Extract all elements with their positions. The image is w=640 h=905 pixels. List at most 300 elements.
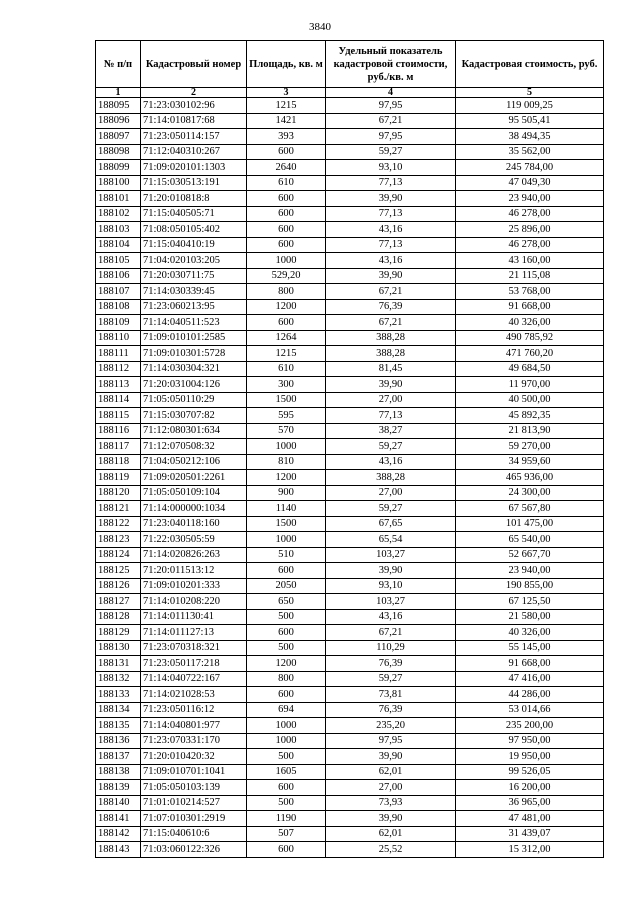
- cadastral-cost-cell: 40 326,00: [456, 315, 604, 331]
- table-row: [96, 749, 604, 765]
- row-number-cell: 188130: [96, 640, 141, 656]
- cadastral-number-cell: 71:14:030304:321: [141, 361, 247, 377]
- area-cell: 800: [247, 671, 326, 687]
- specific-value-cell: 43,16: [326, 454, 456, 470]
- cadastral-cost-cell: 101 475,00: [456, 516, 604, 532]
- cadastral-cost-cell: 47 416,00: [456, 671, 604, 687]
- table-row: [96, 671, 604, 687]
- column-number: 3: [247, 88, 326, 98]
- column-number-row: [96, 88, 604, 98]
- cadastral-number-cell: 71:12:040310:267: [141, 144, 247, 160]
- specific-value-cell: 76,39: [326, 702, 456, 718]
- cadastral-number-cell: 71:20:010818:8: [141, 191, 247, 207]
- table-row: [96, 656, 604, 672]
- cadastral-cost-cell: 36 965,00: [456, 795, 604, 811]
- table-row: [96, 501, 604, 517]
- row-number-cell: 188142: [96, 826, 141, 842]
- row-number-cell: 188134: [96, 702, 141, 718]
- cadastral-cost-cell: 21 580,00: [456, 609, 604, 625]
- cadastral-number-cell: 71:15:040505:71: [141, 206, 247, 222]
- cadastral-cost-cell: 19 950,00: [456, 749, 604, 765]
- specific-value-cell: 103,27: [326, 594, 456, 610]
- area-cell: 1200: [247, 299, 326, 315]
- area-cell: 1500: [247, 516, 326, 532]
- table-row: [96, 392, 604, 408]
- cadastral-cost-cell: 44 286,00: [456, 687, 604, 703]
- row-number-cell: 188111: [96, 346, 141, 362]
- cadastral-cost-cell: 21 115,08: [456, 268, 604, 284]
- specific-value-cell: 76,39: [326, 656, 456, 672]
- cadastral-cost-cell: 49 684,50: [456, 361, 604, 377]
- row-number-cell: 188128: [96, 609, 141, 625]
- row-number-cell: 188114: [96, 392, 141, 408]
- specific-value-cell: 43,16: [326, 222, 456, 238]
- area-cell: 1215: [247, 98, 326, 114]
- row-number-cell: 188102: [96, 206, 141, 222]
- table-row: [96, 377, 604, 393]
- cadastral-cost-cell: 99 526,05: [456, 764, 604, 780]
- row-number-cell: 188131: [96, 656, 141, 672]
- row-number-cell: 188118: [96, 454, 141, 470]
- area-cell: 1000: [247, 439, 326, 455]
- specific-value-cell: 39,90: [326, 268, 456, 284]
- specific-value-cell: 93,10: [326, 578, 456, 594]
- table-row: [96, 485, 604, 501]
- table-row: [96, 547, 604, 563]
- specific-value-cell: 39,90: [326, 811, 456, 827]
- area-cell: 600: [247, 687, 326, 703]
- cadastral-cost-cell: 245 784,00: [456, 160, 604, 176]
- cadastral-number-cell: 71:09:010301:5728: [141, 346, 247, 362]
- cadastral-cost-cell: 91 668,00: [456, 299, 604, 315]
- column-number: 4: [326, 88, 456, 98]
- specific-value-cell: 59,27: [326, 439, 456, 455]
- cadastral-number-cell: 71:20:011513:12: [141, 563, 247, 579]
- specific-value-cell: 97,95: [326, 98, 456, 114]
- area-cell: 600: [247, 315, 326, 331]
- area-cell: 500: [247, 640, 326, 656]
- row-number-cell: 188104: [96, 237, 141, 253]
- row-number-cell: 188106: [96, 268, 141, 284]
- table-row: [96, 609, 604, 625]
- specific-value-cell: 77,13: [326, 175, 456, 191]
- table-row: [96, 516, 604, 532]
- area-cell: 1421: [247, 113, 326, 129]
- table-row: [96, 687, 604, 703]
- row-number-cell: 188127: [96, 594, 141, 610]
- cadastral-number-cell: 71:15:040410:19: [141, 237, 247, 253]
- area-cell: 694: [247, 702, 326, 718]
- specific-value-cell: 110,29: [326, 640, 456, 656]
- row-number-cell: 188133: [96, 687, 141, 703]
- specific-value-cell: 67,21: [326, 113, 456, 129]
- table-row: [96, 299, 604, 315]
- row-number-cell: 188125: [96, 563, 141, 579]
- area-cell: 570: [247, 423, 326, 439]
- specific-value-cell: 388,28: [326, 346, 456, 362]
- specific-value-cell: 39,90: [326, 191, 456, 207]
- specific-value-cell: 97,95: [326, 733, 456, 749]
- table-row: [96, 780, 604, 796]
- table-header-row: [96, 41, 604, 88]
- row-number-cell: 188124: [96, 547, 141, 563]
- specific-value-cell: 73,93: [326, 795, 456, 811]
- row-number-cell: 188097: [96, 129, 141, 145]
- row-number-cell: 188140: [96, 795, 141, 811]
- table-row: [96, 408, 604, 424]
- row-number-cell: 188107: [96, 284, 141, 300]
- area-cell: 810: [247, 454, 326, 470]
- row-number-cell: 188135: [96, 718, 141, 734]
- specific-value-cell: 59,27: [326, 501, 456, 517]
- row-number-cell: 188120: [96, 485, 141, 501]
- table-row: [96, 129, 604, 145]
- area-cell: 600: [247, 625, 326, 641]
- row-number-cell: 188112: [96, 361, 141, 377]
- area-cell: 595: [247, 408, 326, 424]
- table-row: [96, 439, 604, 455]
- area-cell: 1000: [247, 733, 326, 749]
- cadastral-cost-cell: 35 562,00: [456, 144, 604, 160]
- row-number-cell: 188132: [96, 671, 141, 687]
- table-row: [96, 191, 604, 207]
- cadastral-number-cell: 71:09:010701:1041: [141, 764, 247, 780]
- cadastral-number-cell: 71:14:011127:13: [141, 625, 247, 641]
- table-row: [96, 578, 604, 594]
- page-number: 3840: [309, 21, 331, 33]
- cadastral-number-cell: 71:14:000000:1034: [141, 501, 247, 517]
- row-number-cell: 188096: [96, 113, 141, 129]
- cadastral-number-cell: 71:15:030707:82: [141, 408, 247, 424]
- cadastral-cost-cell: 490 785,92: [456, 330, 604, 346]
- cadastral-number-cell: 71:23:070318:321: [141, 640, 247, 656]
- area-cell: 600: [247, 237, 326, 253]
- cadastral-cost-cell: 46 278,00: [456, 206, 604, 222]
- cadastral-cost-cell: 67 567,80: [456, 501, 604, 517]
- row-number-cell: 188129: [96, 625, 141, 641]
- cadastral-cost-cell: 15 312,00: [456, 842, 604, 858]
- area-cell: 600: [247, 144, 326, 160]
- cadastral-cost-cell: 34 959,60: [456, 454, 604, 470]
- cadastral-cost-cell: 16 200,00: [456, 780, 604, 796]
- cadastral-number-cell: 71:14:010208:220: [141, 594, 247, 610]
- area-cell: 1000: [247, 532, 326, 548]
- cadastral-cost-cell: 40 326,00: [456, 625, 604, 641]
- area-cell: 1264: [247, 330, 326, 346]
- area-cell: 300: [247, 377, 326, 393]
- cadastral-cost-cell: 235 200,00: [456, 718, 604, 734]
- cadastral-number-cell: 71:07:010301:2919: [141, 811, 247, 827]
- cadastral-number-cell: 71:14:040722:167: [141, 671, 247, 687]
- cadastral-number-cell: 71:15:030513:191: [141, 175, 247, 191]
- table-row: [96, 237, 604, 253]
- cadastral-cost-cell: 65 540,00: [456, 532, 604, 548]
- specific-value-cell: 67,21: [326, 315, 456, 331]
- row-number-cell: 188122: [96, 516, 141, 532]
- specific-value-cell: 39,90: [326, 377, 456, 393]
- cadastral-number-cell: 71:20:031004:126: [141, 377, 247, 393]
- area-cell: 1190: [247, 811, 326, 827]
- cadastral-cost-cell: 67 125,50: [456, 594, 604, 610]
- specific-value-cell: 73,81: [326, 687, 456, 703]
- table-row: [96, 113, 604, 129]
- specific-value-cell: 62,01: [326, 826, 456, 842]
- cadastral-cost-cell: 24 300,00: [456, 485, 604, 501]
- cadastral-cost-cell: 119 009,25: [456, 98, 604, 114]
- cadastral-number-cell: 71:22:030505:59: [141, 532, 247, 548]
- header-cadastral-number: Кадастровый номер: [141, 41, 247, 88]
- table-row: [96, 284, 604, 300]
- cadastral-cost-cell: 91 668,00: [456, 656, 604, 672]
- header-cadastral-cost: Кадастровая стоимость, руб.: [456, 41, 604, 88]
- table-row: [96, 733, 604, 749]
- cadastral-cost-cell: 25 896,00: [456, 222, 604, 238]
- cadastral-cost-cell: 53 768,00: [456, 284, 604, 300]
- table-row: [96, 842, 604, 858]
- table-row: [96, 346, 604, 362]
- cadastral-cost-cell: 46 278,00: [456, 237, 604, 253]
- specific-value-cell: 62,01: [326, 764, 456, 780]
- table-row: [96, 625, 604, 641]
- cadastral-number-cell: 71:23:060213:95: [141, 299, 247, 315]
- table-row: [96, 702, 604, 718]
- row-number-cell: 188101: [96, 191, 141, 207]
- cadastral-number-cell: 71:20:010420:32: [141, 749, 247, 765]
- cadastral-number-cell: 71:23:040118:160: [141, 516, 247, 532]
- area-cell: 610: [247, 361, 326, 377]
- specific-value-cell: 38,27: [326, 423, 456, 439]
- table-row: [96, 454, 604, 470]
- row-number-cell: 188117: [96, 439, 141, 455]
- cadastral-cost-cell: 23 940,00: [456, 563, 604, 579]
- row-number-cell: 188110: [96, 330, 141, 346]
- row-number-cell: 188115: [96, 408, 141, 424]
- cadastral-number-cell: 71:05:050109:104: [141, 485, 247, 501]
- table-row: [96, 315, 604, 331]
- cadastral-cost-cell: 11 970,00: [456, 377, 604, 393]
- cadastral-cost-cell: 97 950,00: [456, 733, 604, 749]
- table-row: [96, 718, 604, 734]
- table-row: [96, 330, 604, 346]
- cadastral-number-cell: 71:14:020826:263: [141, 547, 247, 563]
- table-row: [96, 253, 604, 269]
- table-row: [96, 594, 604, 610]
- row-number-cell: 188109: [96, 315, 141, 331]
- area-cell: 1605: [247, 764, 326, 780]
- cadastral-cost-cell: 52 667,70: [456, 547, 604, 563]
- specific-value-cell: 93,10: [326, 160, 456, 176]
- area-cell: 1200: [247, 656, 326, 672]
- cadastral-number-cell: 71:20:030711:75: [141, 268, 247, 284]
- specific-value-cell: 27,00: [326, 485, 456, 501]
- cadastral-cost-cell: 59 270,00: [456, 439, 604, 455]
- area-cell: 600: [247, 191, 326, 207]
- table-row: [96, 206, 604, 222]
- specific-value-cell: 77,13: [326, 206, 456, 222]
- cadastral-number-cell: 71:23:050114:157: [141, 129, 247, 145]
- column-number: 2: [141, 88, 247, 98]
- cadastral-number-cell: 71:14:010817:68: [141, 113, 247, 129]
- table-row: [96, 268, 604, 284]
- area-cell: 1200: [247, 470, 326, 486]
- specific-value-cell: 67,21: [326, 284, 456, 300]
- cadastral-number-cell: 71:09:020501:2261: [141, 470, 247, 486]
- specific-value-cell: 67,65: [326, 516, 456, 532]
- specific-value-cell: 59,27: [326, 144, 456, 160]
- cadastral-number-cell: 71:04:020103:205: [141, 253, 247, 269]
- cadastral-number-cell: 71:14:040511:523: [141, 315, 247, 331]
- cadastral-cost-cell: 31 439,07: [456, 826, 604, 842]
- cadastral-cost-cell: 45 892,35: [456, 408, 604, 424]
- area-cell: 600: [247, 206, 326, 222]
- column-number: 1: [96, 88, 141, 98]
- area-cell: 1215: [247, 346, 326, 362]
- table-row: [96, 811, 604, 827]
- specific-value-cell: 77,13: [326, 237, 456, 253]
- specific-value-cell: 43,16: [326, 253, 456, 269]
- cadastral-number-cell: 71:08:050105:402: [141, 222, 247, 238]
- specific-value-cell: 77,13: [326, 408, 456, 424]
- table-row: [96, 423, 604, 439]
- row-number-cell: 188137: [96, 749, 141, 765]
- header-area: Площадь, кв. м: [247, 41, 326, 88]
- cadastral-cost-cell: 47 481,00: [456, 811, 604, 827]
- column-number: 5: [456, 88, 604, 98]
- cadastre-table: [95, 40, 604, 858]
- row-number-cell: 188123: [96, 532, 141, 548]
- specific-value-cell: 67,21: [326, 625, 456, 641]
- specific-value-cell: 39,90: [326, 563, 456, 579]
- cadastral-number-cell: 71:05:050103:139: [141, 780, 247, 796]
- specific-value-cell: 235,20: [326, 718, 456, 734]
- table-row: [96, 826, 604, 842]
- area-cell: 600: [247, 222, 326, 238]
- cadastral-number-cell: 71:09:010201:333: [141, 578, 247, 594]
- specific-value-cell: 27,00: [326, 780, 456, 796]
- table-row: [96, 764, 604, 780]
- area-cell: 2050: [247, 578, 326, 594]
- row-number-cell: 188100: [96, 175, 141, 191]
- row-number-cell: 188108: [96, 299, 141, 315]
- cadastral-cost-cell: 95 505,41: [456, 113, 604, 129]
- row-number-cell: 188121: [96, 501, 141, 517]
- cadastral-number-cell: 71:03:060122:326: [141, 842, 247, 858]
- specific-value-cell: 81,45: [326, 361, 456, 377]
- area-cell: 1140: [247, 501, 326, 517]
- cadastral-number-cell: 71:23:050117:218: [141, 656, 247, 672]
- area-cell: 600: [247, 780, 326, 796]
- specific-value-cell: 388,28: [326, 470, 456, 486]
- cadastral-number-cell: 71:15:040610:6: [141, 826, 247, 842]
- cadastral-cost-cell: 55 145,00: [456, 640, 604, 656]
- specific-value-cell: 43,16: [326, 609, 456, 625]
- area-cell: 650: [247, 594, 326, 610]
- row-number-cell: 188105: [96, 253, 141, 269]
- cadastral-cost-cell: 21 813,90: [456, 423, 604, 439]
- area-cell: 393: [247, 129, 326, 145]
- table-body: [96, 98, 604, 858]
- specific-value-cell: 65,54: [326, 532, 456, 548]
- cadastral-number-cell: 71:04:050212:106: [141, 454, 247, 470]
- cadastral-number-cell: 71:14:030339:45: [141, 284, 247, 300]
- specific-value-cell: 103,27: [326, 547, 456, 563]
- cadastral-number-cell: 71:14:011130:41: [141, 609, 247, 625]
- area-cell: 529,20: [247, 268, 326, 284]
- cadastral-cost-cell: 43 160,00: [456, 253, 604, 269]
- row-number-cell: 188099: [96, 160, 141, 176]
- specific-value-cell: 59,27: [326, 671, 456, 687]
- cadastral-number-cell: 71:12:070508:32: [141, 439, 247, 455]
- cadastral-number-cell: 71:12:080301:634: [141, 423, 247, 439]
- specific-value-cell: 76,39: [326, 299, 456, 315]
- table-row: [96, 640, 604, 656]
- cadastral-cost-cell: 40 500,00: [456, 392, 604, 408]
- cadastral-cost-cell: 23 940,00: [456, 191, 604, 207]
- row-number-cell: 188116: [96, 423, 141, 439]
- table-row: [96, 160, 604, 176]
- table-row: [96, 144, 604, 160]
- cadastral-number-cell: 71:01:010214:527: [141, 795, 247, 811]
- cadastral-cost-cell: 465 936,00: [456, 470, 604, 486]
- cadastral-cost-cell: 53 014,66: [456, 702, 604, 718]
- specific-value-cell: 25,52: [326, 842, 456, 858]
- table-row: [96, 563, 604, 579]
- area-cell: 1500: [247, 392, 326, 408]
- row-number-cell: 188136: [96, 733, 141, 749]
- header-specific-value: Удельный показатель кадастровой стоимости, руб./кв. м: [326, 41, 456, 88]
- header-row-number: № п/п: [96, 41, 141, 88]
- cadastral-number-cell: 71:05:050110:29: [141, 392, 247, 408]
- row-number-cell: 188138: [96, 764, 141, 780]
- area-cell: 510: [247, 547, 326, 563]
- area-cell: 610: [247, 175, 326, 191]
- table-row: [96, 470, 604, 486]
- cadastral-cost-cell: 190 855,00: [456, 578, 604, 594]
- row-number-cell: 188103: [96, 222, 141, 238]
- row-number-cell: 188141: [96, 811, 141, 827]
- cadastral-cost-cell: 38 494,35: [456, 129, 604, 145]
- row-number-cell: 188139: [96, 780, 141, 796]
- cadastral-number-cell: 71:14:021028:53: [141, 687, 247, 703]
- area-cell: 2640: [247, 160, 326, 176]
- cadastral-cost-cell: 471 760,20: [456, 346, 604, 362]
- cadastral-cost-cell: 47 049,30: [456, 175, 604, 191]
- specific-value-cell: 27,00: [326, 392, 456, 408]
- table-row: [96, 795, 604, 811]
- cadastral-number-cell: 71:23:050116:12: [141, 702, 247, 718]
- specific-value-cell: 97,95: [326, 129, 456, 145]
- cadastral-number-cell: 71:23:030102:96: [141, 98, 247, 114]
- area-cell: 600: [247, 563, 326, 579]
- area-cell: 500: [247, 749, 326, 765]
- row-number-cell: 188098: [96, 144, 141, 160]
- cadastral-number-cell: 71:23:070331:170: [141, 733, 247, 749]
- cadastral-number-cell: 71:09:020101:1303: [141, 160, 247, 176]
- cadastral-number-cell: 71:14:040801:977: [141, 718, 247, 734]
- area-cell: 800: [247, 284, 326, 300]
- area-cell: 500: [247, 795, 326, 811]
- table-row: [96, 222, 604, 238]
- row-number-cell: 188113: [96, 377, 141, 393]
- row-number-cell: 188143: [96, 842, 141, 858]
- specific-value-cell: 388,28: [326, 330, 456, 346]
- specific-value-cell: 39,90: [326, 749, 456, 765]
- area-cell: 500: [247, 609, 326, 625]
- row-number-cell: 188126: [96, 578, 141, 594]
- area-cell: 900: [247, 485, 326, 501]
- table-row: [96, 98, 604, 114]
- area-cell: 1000: [247, 253, 326, 269]
